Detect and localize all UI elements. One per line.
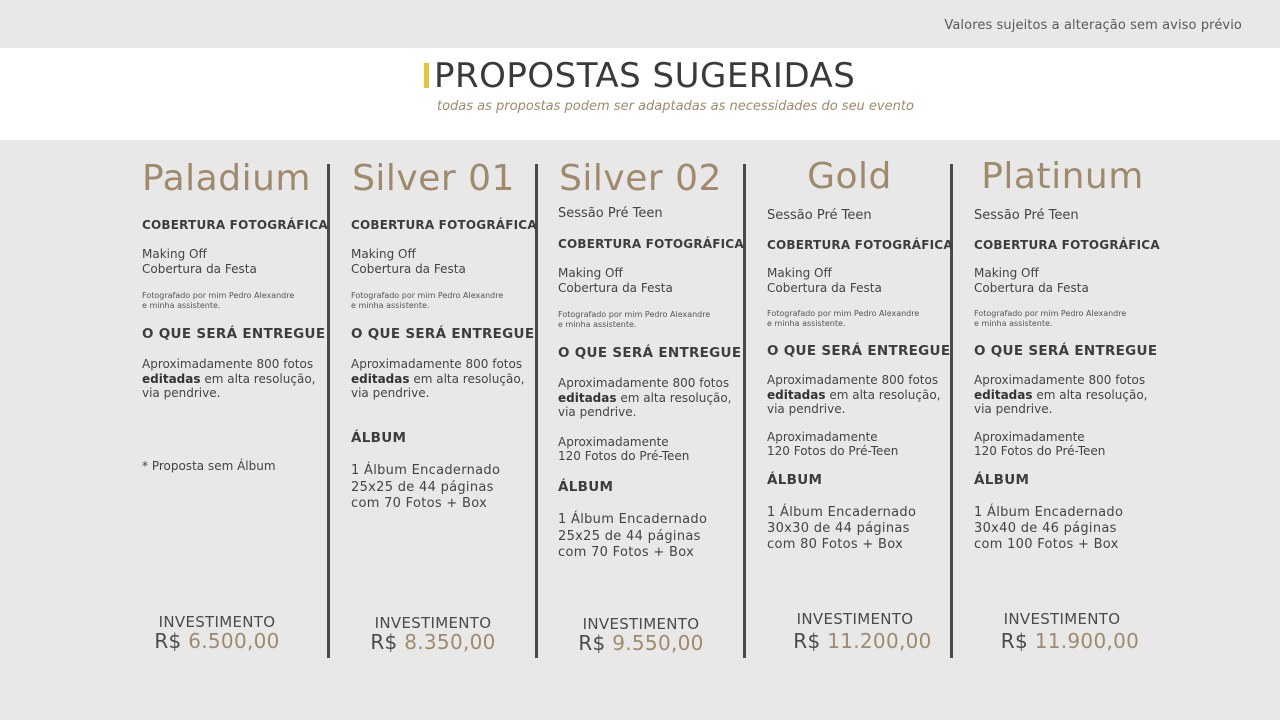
pre-teen-photos-text: 120 Fotos do Pré-Teen [558, 449, 690, 463]
party-coverage-text: Cobertura da Festa [767, 281, 882, 295]
album-line: 25x25 de 44 páginas [351, 480, 494, 495]
edited-text [767, 388, 940, 403]
title-accent-bar [424, 63, 429, 88]
photographer-note: e minha assistente. [558, 320, 637, 329]
column-divider [535, 164, 538, 658]
pre-teen-photos-text: 120 Fotos do Pré-Teen [974, 444, 1106, 458]
investment-label: INVESTIMENTO [796, 610, 914, 628]
album-heading: ÁLBUM [974, 472, 1030, 488]
approx-text: Aproximadamente [974, 430, 1085, 444]
photo-count-text: Aproximadamente 800 fotos [351, 357, 523, 371]
edited-text [351, 372, 524, 387]
delivery-heading: O QUE SERÁ ENTREGUE [767, 343, 951, 359]
album-line: com 100 Fotos + Box [974, 537, 1119, 552]
album-line: com 70 Fotos + Box [558, 545, 695, 560]
album-heading: ÁLBUM [767, 472, 823, 488]
party-coverage-text: Cobertura da Festa [351, 262, 466, 276]
page-title: PROPOSTAS SUGERIDAS [434, 56, 856, 96]
edited-rest: em alta resolução, [1032, 388, 1148, 402]
photographer-note: Fotografado por mim Pedro Alexandre [351, 291, 504, 300]
column-divider [327, 164, 330, 658]
photographer-note: Fotografado por mim Pedro Alexandre [558, 310, 711, 319]
edited-bold: editadas [351, 372, 410, 386]
edited-bold: editadas [558, 391, 617, 405]
currency-symbol: R$ [370, 630, 398, 654]
plan-name: Gold [807, 156, 892, 197]
edited-rest: em alta resolução, [825, 388, 941, 402]
pendrive-text: via pendrive. [142, 386, 221, 400]
photographer-note: Fotografado por mim Pedro Alexandre [767, 309, 920, 318]
party-coverage-text: Cobertura da Festa [974, 281, 1089, 295]
album-heading: ÁLBUM [558, 479, 614, 495]
investment-label: INVESTIMENTO [1003, 610, 1121, 628]
photographer-note: Fotografado por mim Pedro Alexandre [142, 291, 295, 300]
no-album-note: * Proposta sem Álbum [142, 459, 276, 473]
album-line: 1 Álbum Encadernado [558, 512, 708, 527]
pendrive-text: via pendrive. [558, 405, 637, 419]
album-line: 1 Álbum Encadernado [974, 505, 1124, 520]
investment-label: INVESTIMENTO [582, 615, 700, 633]
currency-symbol: R$ [578, 631, 606, 655]
edited-rest: em alta resolução, [200, 372, 316, 386]
edited-text [974, 388, 1147, 403]
price-value: 11.900,00 [1034, 629, 1140, 653]
pre-session-text: Sessão Pré Teen [767, 208, 872, 223]
price-notice: Valores sujeitos a alteração sem aviso prévio [944, 18, 1242, 33]
photographer-note: e minha assistente. [351, 301, 430, 310]
plan-name: Platinum [981, 156, 1144, 197]
pre-session-text: Sessão Pré Teen [974, 208, 1079, 223]
making-off-text: Making Off [142, 247, 207, 261]
delivery-heading: O QUE SERÁ ENTREGUE [142, 326, 326, 342]
price-value: 11.200,00 [827, 629, 932, 653]
album-line: 30x30 de 44 páginas [767, 521, 910, 536]
pendrive-text: via pendrive. [351, 386, 430, 400]
edited-text [558, 391, 731, 406]
album-line: 1 Álbum Encadernado [767, 505, 917, 520]
price-value: 8.350,00 [404, 630, 496, 654]
photographer-note: e minha assistente. [142, 301, 221, 310]
edited-bold: editadas [142, 372, 201, 386]
album-line: com 80 Fotos + Box [767, 537, 904, 552]
photo-count-text: Aproximadamente 800 fotos [767, 373, 939, 387]
plan-name: Paladium [142, 158, 311, 199]
investment-price [142, 629, 292, 653]
photo-count-text: Aproximadamente 800 fotos [558, 376, 730, 390]
making-off-text: Making Off [767, 266, 832, 280]
coverage-heading: COBERTURA FOTOGRÁFICA [558, 237, 744, 251]
photographer-note: Fotografado por mim Pedro Alexandre [974, 309, 1127, 318]
photographer-note: e minha assistente. [974, 319, 1053, 328]
investment-price [780, 629, 945, 653]
currency-symbol: R$ [1000, 629, 1029, 653]
album-line: 30x40 de 46 páginas [974, 521, 1117, 536]
edited-rest: em alta resolução, [409, 372, 525, 386]
making-off-text: Making Off [558, 266, 623, 280]
album-line: 25x25 de 44 páginas [558, 529, 701, 544]
price-value: 6.500,00 [188, 629, 280, 653]
photographer-note: e minha assistente. [767, 319, 846, 328]
plan-name: Silver 02 [559, 158, 722, 199]
currency-symbol: R$ [793, 629, 821, 653]
investment-price [358, 630, 508, 654]
investment-label: INVESTIMENTO [374, 614, 492, 632]
delivery-heading: O QUE SERÁ ENTREGUE [351, 326, 535, 342]
investment-label: INVESTIMENTO [158, 613, 276, 631]
album-line: 1 Álbum Encadernado [351, 463, 501, 478]
photo-count-text: Aproximadamente 800 fotos [974, 373, 1146, 387]
coverage-heading: COBERTURA FOTOGRÁFICA [767, 238, 953, 252]
investment-price [985, 629, 1155, 653]
coverage-heading: COBERTURA FOTOGRÁFICA [351, 218, 537, 232]
currency-symbol: R$ [154, 629, 182, 653]
making-off-text: Making Off [351, 247, 416, 261]
page-subtitle: todas as propostas podem ser adaptadas as necessidades do seu evento [437, 99, 914, 114]
investment-price [566, 631, 716, 655]
album-line: com 70 Fotos + Box [351, 496, 488, 511]
party-coverage-text: Cobertura da Festa [142, 262, 257, 276]
album-heading: ÁLBUM [351, 430, 407, 446]
edited-text [142, 372, 315, 387]
photo-count-text: Aproximadamente 800 fotos [142, 357, 314, 371]
making-off-text: Making Off [974, 266, 1039, 280]
party-coverage-text: Cobertura da Festa [558, 281, 673, 295]
delivery-heading: O QUE SERÁ ENTREGUE [974, 343, 1158, 359]
approx-text: Aproximadamente [767, 430, 878, 444]
pendrive-text: via pendrive. [974, 402, 1053, 416]
coverage-heading: COBERTURA FOTOGRÁFICA [142, 218, 328, 232]
edited-bold: editadas [974, 388, 1033, 402]
edited-rest: em alta resolução, [616, 391, 732, 405]
edited-bold: editadas [767, 388, 826, 402]
pre-teen-photos-text: 120 Fotos do Pré-Teen [767, 444, 899, 458]
delivery-heading: O QUE SERÁ ENTREGUE [558, 345, 742, 361]
pendrive-text: via pendrive. [767, 402, 846, 416]
plan-name: Silver 01 [352, 158, 515, 199]
pre-session-text: Sessão Pré Teen [558, 206, 663, 221]
price-value: 9.550,00 [612, 631, 704, 655]
coverage-heading: COBERTURA FOTOGRÁFICA [974, 238, 1160, 252]
approx-text: Aproximadamente [558, 435, 669, 449]
